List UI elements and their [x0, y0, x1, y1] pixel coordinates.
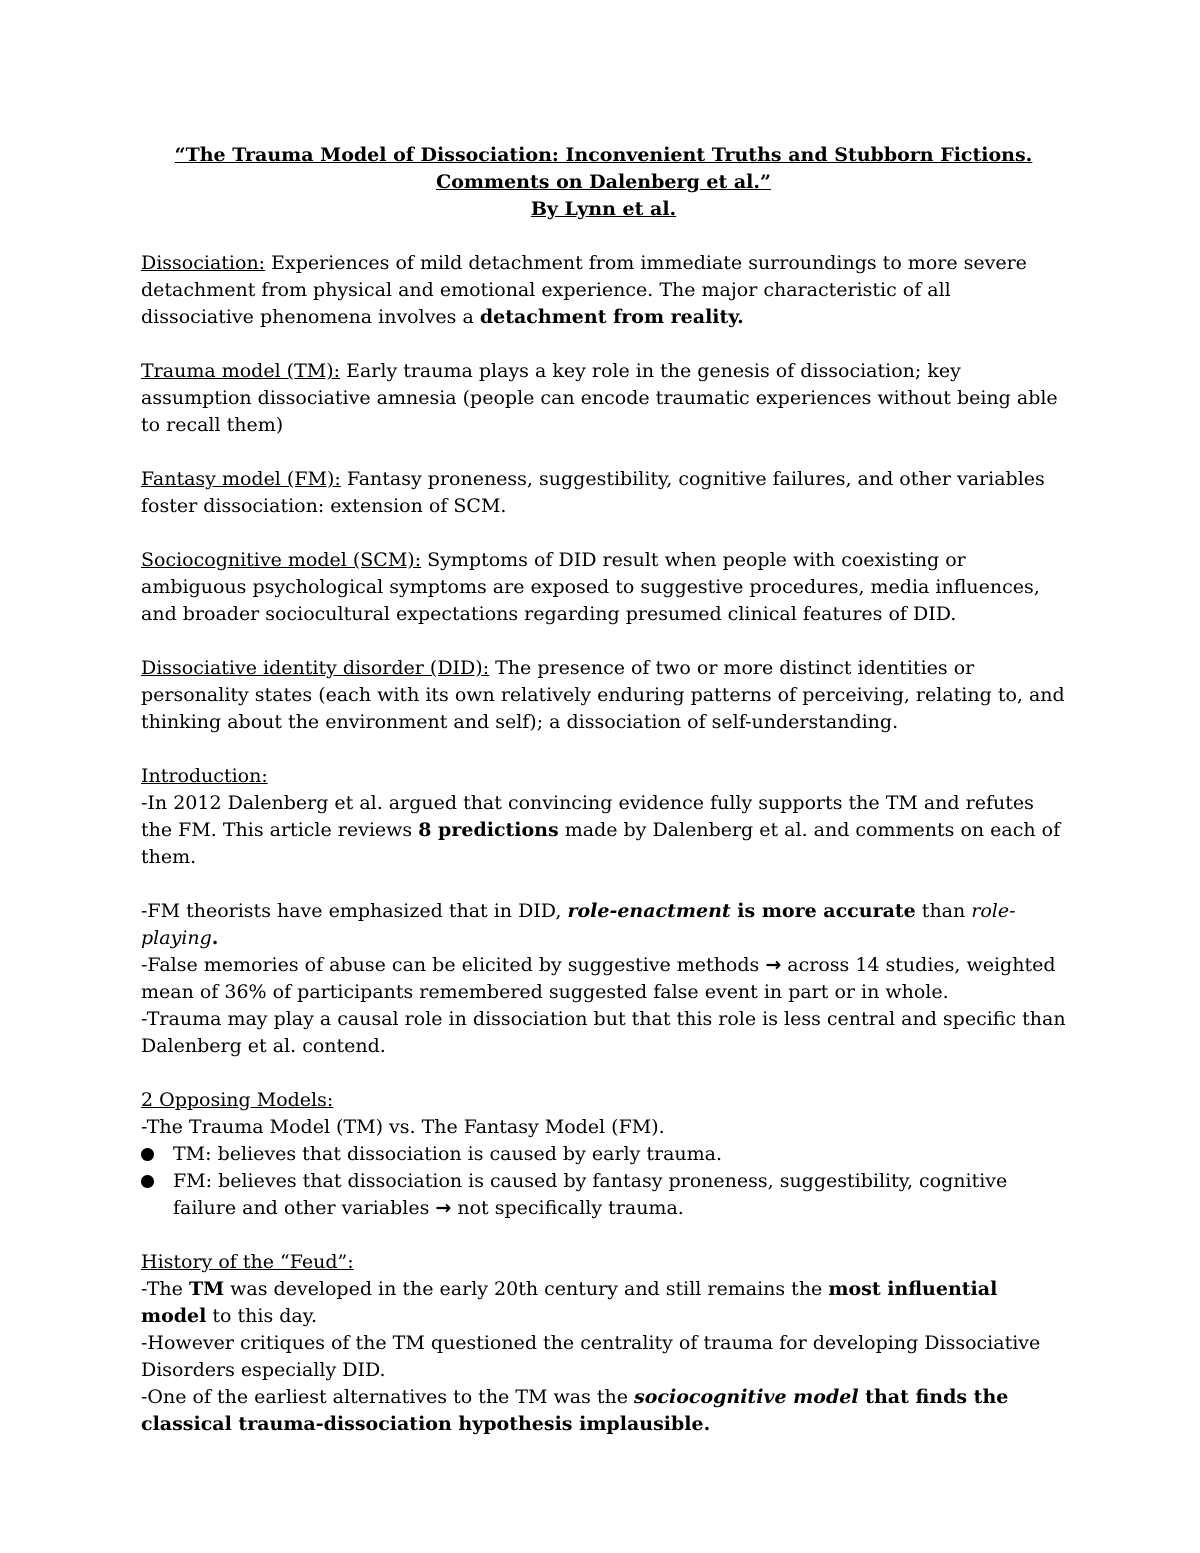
document-body [141, 142, 1066, 1465]
history-paragraph-3 [141, 1384, 1066, 1438]
intro-p2-bold-italic: role-enactment [567, 900, 731, 922]
trauma-model-definition [141, 358, 1066, 439]
trauma-model-term: Trauma model (TM): [141, 360, 341, 382]
history-p3-text-a: -One of the earliest alternatives to the TM was the [141, 1386, 635, 1408]
fantasy-model-definition [141, 466, 1066, 520]
bullet-fm-text-a: FM: believes that dissociation is caused by fantasy proneness, suggestibility, cognitive failure and other variables [173, 1170, 1008, 1219]
right-arrow-icon: → [765, 954, 782, 976]
history-section [141, 1249, 1066, 1438]
intro-p3-text-b: across 14 studies, weighted mean of 36% of participants remembered suggested false event in part or in whole. [141, 954, 1056, 1003]
intro-p2-bold: is more accurate [730, 900, 916, 922]
bullet-fm-text-b: not specifically trauma. [451, 1197, 684, 1219]
history-p1-text-b: was developed in the early 20th century and still remains the [224, 1278, 829, 1300]
scm-definition [141, 547, 1066, 628]
introduction-paragraph-3 [141, 952, 1066, 1006]
trauma-model-text: Early trauma plays a key role in the genesis of dissociation; key assumption dissociative amnesia (people can encode traumatic experiences without being able to recall them) [141, 360, 1058, 436]
history-p3-bold: that finds the classical trauma-dissociation hypothesis implausible. [141, 1386, 1009, 1435]
intro-p2-italic: role-playing [141, 900, 1016, 949]
history-paragraph-1 [141, 1276, 1066, 1330]
introduction-section [141, 763, 1066, 871]
dissociation-bold: detachment from reality. [479, 306, 744, 328]
opposing-models-intro: -The Trauma Model (TM) vs. The Fantasy Model (FM). [141, 1116, 665, 1138]
intro-p2-end: . [211, 927, 219, 949]
fantasy-model-text: Fantasy proneness, suggestibility, cognitive failures, and other variables foster dissociation: extension of SCM. [141, 468, 1045, 517]
intro-p1-bold: 8 predictions [418, 819, 559, 841]
dissociation-definition [141, 250, 1066, 331]
opposing-models-list [141, 1141, 1066, 1222]
did-term: Dissociative identity disorder (DID): [141, 657, 490, 679]
title-line-1: “The Trauma Model of Dissociation: Inconvenient Truths and Stubborn Fictions. [174, 144, 1033, 166]
intro-p1-text-b: made by Dalenberg et al. and comments on each of them. [141, 819, 1061, 868]
history-p1-bold: TM [188, 1278, 225, 1300]
list-item [141, 1168, 1066, 1222]
opposing-models-section [141, 1087, 1066, 1222]
history-paragraph-2: -However critiques of the TM questioned the centrality of trauma for developing Dissociative Disorders especially DID. [141, 1332, 1041, 1381]
history-p1-text-c: to this day. [206, 1305, 318, 1327]
document-title [141, 142, 1066, 223]
bullet-icon [141, 1148, 154, 1161]
introduction-paragraph-2 [141, 898, 1066, 952]
dissociation-text: Experiences of mild detachment from immediate surroundings to more severe detachment from physical and emotional experience. The major characteristic of all dissociative phenomena involves a [141, 252, 1027, 328]
bullet-icon [141, 1175, 154, 1188]
dissociation-term: Dissociation: [141, 252, 266, 274]
history-p1-text-a: -The [141, 1278, 189, 1300]
intro-p3-text-a: -False memories of abuse can be elicited by suggestive methods [141, 954, 766, 976]
right-arrow-icon: → [435, 1197, 452, 1219]
introduction-paragraph-1 [141, 790, 1066, 871]
did-text: The presence of two or more distinct identities or personality states (each with its own relatively enduring patterns of perceiving, relating to, and thinking about the environment and self); a dissociation of self-understanding. [141, 657, 1065, 733]
opposing-models-heading: 2 Opposing Models: [141, 1089, 334, 1111]
scm-term: Sociocognitive model (SCM): [141, 549, 422, 571]
fantasy-model-term: Fantasy model (FM): [141, 468, 341, 490]
bullet-tm-text: TM: believes that dissociation is caused by early trauma. [173, 1143, 723, 1165]
intro-p1-text-a: -In 2012 Dalenberg et al. argued that convincing evidence fully supports the TM and refutes the FM. This article reviews [141, 792, 1034, 841]
list-item [141, 1141, 1066, 1168]
history-p3-bold-italic: sociocognitive model [634, 1386, 859, 1408]
title-line-3: By Lynn et al. [530, 198, 677, 220]
history-p1-bold-2: most influential model [141, 1278, 998, 1327]
did-definition [141, 655, 1066, 736]
introduction-heading: Introduction: [141, 765, 268, 787]
title-line-2: Comments on Dalenberg et al.” [436, 171, 771, 193]
intro-p2-text-b: than [915, 900, 972, 922]
history-heading: History of the “Feud”: [141, 1251, 354, 1273]
intro-p2-text-a: -FM theorists have emphasized that in DID, [141, 900, 568, 922]
introduction-paragraph-4: -Trauma may play a causal role in dissociation but that this role is less central and specific than Dalenberg et al. contend. [141, 1008, 1066, 1057]
introduction-continued [141, 898, 1066, 1060]
scm-text: Symptoms of DID result when people with coexisting or ambiguous psychological symptoms are exposed to suggestive procedures, media influences, and broader sociocultural expectations regarding presumed clinical features of DID. [141, 549, 1040, 625]
